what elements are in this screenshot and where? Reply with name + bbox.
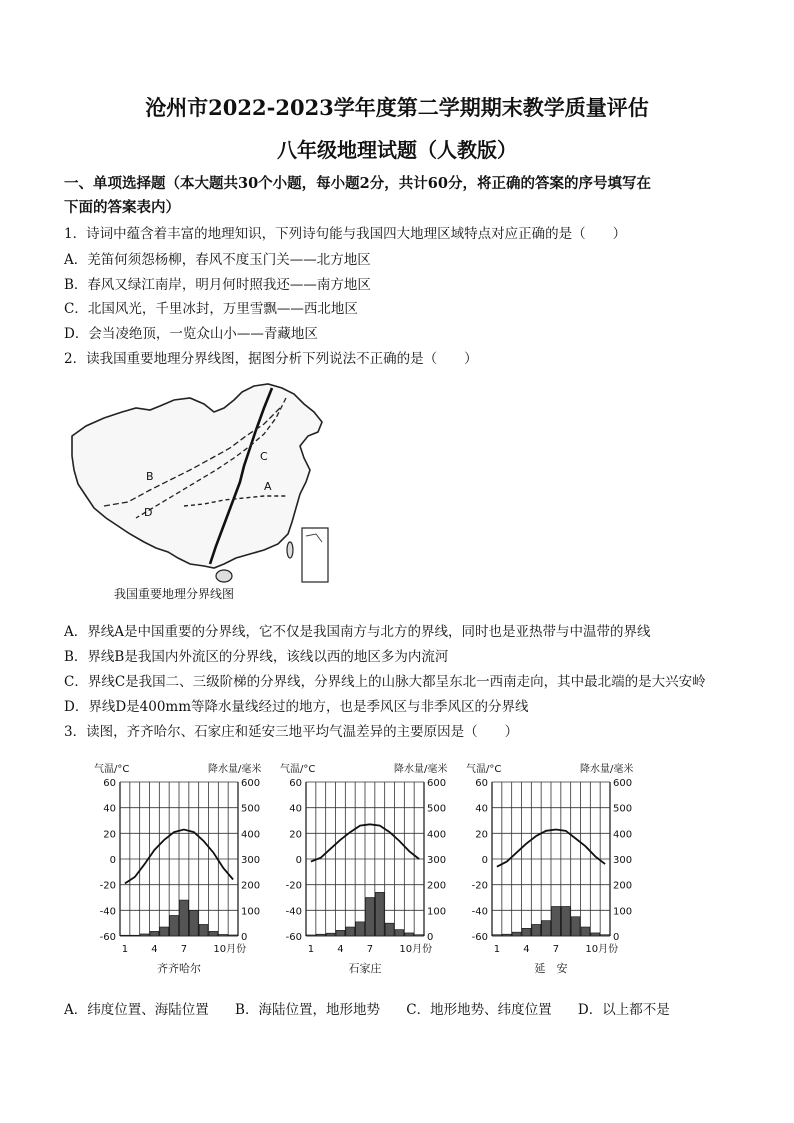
chart-2-precip-bar [307, 935, 316, 936]
chart-3-x-tick: 7 [552, 944, 560, 955]
chart-1-temp-tick: -20 [99, 880, 116, 892]
chart-1-temp-axis-label: 气温/°C [94, 764, 130, 775]
chart-2-precip-bar [375, 892, 384, 936]
chart-1-temp-tick: 40 [103, 803, 116, 815]
chart-2-temp-tick: 60 [289, 778, 302, 789]
question-3-options [64, 998, 692, 1018]
south-sea-inset-coast [306, 534, 322, 542]
chart-3-precip-bar [493, 935, 502, 936]
question-1-option-b: B．春风又绿江南岸，明月何时照我还——南方地区 [64, 277, 371, 293]
south-sea-inset [302, 528, 328, 582]
chart-2-precip-bar [366, 898, 375, 937]
chart-1-precip-bar [180, 900, 189, 936]
chart-2-precip-bar [316, 934, 325, 936]
chart-2-precip-tick: 200 [427, 880, 447, 892]
question-3-stem: 3．读图，齐齐哈尔、石家庄和延安三地平均气温差异的主要原因是（ ） [64, 724, 519, 740]
chart-2-precip-bar [326, 933, 335, 936]
chart-3-precip-bar [571, 917, 580, 936]
chart-1-precip-tick: 100 [241, 906, 261, 918]
chart-1-precip-tick: 400 [241, 829, 261, 841]
chart-1-precip-bar [209, 931, 218, 936]
chart-1-precip-bar [199, 924, 208, 936]
question-1-option-a: A．羌笛何须怨杨柳，春风不度玉门关——北方地区 [64, 252, 371, 268]
chart-1-precip-bar [150, 931, 159, 936]
chart-1-precip-tick: 0 [241, 932, 248, 943]
chart-2-precip-tick: 100 [427, 906, 447, 918]
chart-3-precip-tick: 200 [613, 880, 633, 892]
chart-3-temp-tick: 20 [475, 829, 488, 841]
chart-3-temp-tick: -60 [471, 932, 488, 943]
chart-1-precip-bar [160, 927, 169, 936]
question-1-stem: 1．诗词中蕴含着丰富的地理知识，下列诗句能与我国四大地理区域特点对应正确的是（ ） [64, 226, 627, 242]
climate-charts [92, 758, 652, 988]
chart-3-temp-tick: 60 [475, 778, 488, 789]
chart-2-precip-bar [385, 923, 394, 936]
chart-3-precip-bar [601, 935, 610, 936]
chart-3-precip-bar [512, 932, 521, 936]
question-2-stem: 2．读我国重要地理分界线图，据图分析下列说法不正确的是（ ） [64, 351, 478, 367]
chart-3-precip-tick: 100 [613, 906, 633, 918]
chart-1-precip-tick: 300 [241, 855, 261, 866]
taiwan-island [287, 542, 293, 558]
question-1-option-d: D．会当凌绝顶，一览众山小——青藏地区 [64, 326, 318, 342]
chart-2-precip-tick: 300 [427, 855, 447, 866]
chart-2-temp-tick: 40 [289, 803, 302, 815]
chart-3-precip-axis-label: 降水量/毫米 [580, 764, 634, 775]
chart-3-x-tick: 10月份 [585, 944, 619, 955]
chart-2-temp-tick: 0 [295, 855, 302, 866]
chart-3-precip-tick: 300 [613, 855, 633, 866]
chart-3-x-tick: 1 [493, 944, 501, 955]
chart-3-precip-bar [552, 906, 561, 936]
question-3-option-d: D．以上都不是 [577, 1002, 670, 1018]
chart-2-precip-tick: 600 [427, 778, 447, 789]
chart-3-precip-bar [532, 924, 541, 936]
chart-3-temp-axis-label: 气温/°C [466, 764, 502, 775]
question-3-option-b: B．海陆位置，地形地势 [235, 1002, 380, 1018]
chart-2-x-tick: 7 [366, 944, 374, 955]
chart-2-precip-axis-label: 降水量/毫米 [394, 764, 448, 775]
chart-1-precip-bar [170, 915, 179, 936]
chart-2-precip-bar [356, 922, 365, 936]
chart-3-station-name: 延 安 [534, 962, 568, 975]
chart-2-x-tick: 1 [307, 944, 315, 955]
chart-3-precip-bar [502, 934, 511, 936]
chart-2-temp-tick: -20 [285, 880, 302, 892]
chart-1-precip-bar [189, 910, 198, 936]
chart-3-x-tick: 4 [523, 944, 530, 955]
chart-1-temp-tick: 60 [103, 778, 116, 789]
chart-1-x-tick: 7 [180, 944, 188, 955]
chart-1-precip-bar [219, 934, 228, 936]
chart-1-precip-axis-label: 降水量/毫米 [208, 764, 262, 775]
chart-3-temp-tick: -20 [471, 880, 488, 892]
chart-3-precip-tick: 0 [613, 932, 620, 943]
chart-2-precip-tick: 0 [427, 932, 434, 943]
chart-2-temp-tick: -60 [285, 932, 302, 943]
chart-3-precip-bar [591, 933, 600, 936]
question-2-option-a: A．界线A是中国重要的分界线，它不仅是我国南方与北方的界线，同时也是亚热带与中温带的界线 [64, 624, 651, 640]
question-3-option-a: A．纬度位置、海陆位置 [64, 1002, 209, 1018]
chart-1-temp-tick: 20 [103, 829, 116, 841]
question-2-option-b: B．界线B是我国内外流区的分界线，该线以西的地区多为内流河 [64, 649, 449, 665]
chart-3-precip-bar [542, 921, 551, 936]
section-heading-line2: 下面的答案表内） [64, 199, 180, 216]
chart-3-precip-bar [581, 927, 590, 936]
question-3-option-c: C．地形地势、纬度位置 [406, 1002, 552, 1018]
map-label-c: C [260, 450, 268, 463]
chart-2-precip-tick: 500 [427, 803, 447, 815]
chart-1-precip-bar [130, 935, 139, 936]
chart-1-precip-tick: 500 [241, 803, 261, 815]
chart-2-precip-bar [405, 933, 414, 936]
chart-2-precip-bar [336, 930, 345, 936]
chart-1-temp-tick: 0 [109, 855, 116, 866]
question-2-option-c: C．界线C是我国二、三级阶梯的分界线，分界线上的山脉大都呈东北一西南走向，其中最北端的是大兴安岭 [64, 674, 706, 690]
map-label-b: B [146, 470, 154, 483]
chart-3-precip-tick: 400 [613, 829, 633, 841]
chart-3-temp-tick: 40 [475, 803, 488, 815]
china-boundary-map [64, 378, 334, 606]
chart-3-precip-bar [522, 928, 531, 936]
chart-3-temp-tick: -40 [471, 906, 488, 918]
chart-1-temp-tick: -40 [99, 906, 116, 918]
chart-1-precip-bar [121, 935, 130, 936]
chart-1-precip-bar [140, 934, 149, 936]
chart-3-precip-tick: 500 [613, 803, 633, 815]
chart-2-precip-tick: 400 [427, 829, 447, 841]
question-2-option-d: D．界线D是400mm等降水量线经过的地方，也是季风区与非季风区的分界线 [64, 699, 529, 715]
page-subtitle: 八年级地理试题（人教版） [277, 138, 517, 162]
chart-1-precip-bar [229, 935, 238, 936]
map-label-d: D [144, 506, 153, 519]
question-1-option-c: C．北国风光，千里冰封，万里雪飘——西北地区 [64, 301, 358, 317]
chart-1-precip-tick: 200 [241, 880, 261, 892]
chart-2-x-tick: 4 [337, 944, 344, 955]
chart-1-x-tick: 4 [151, 944, 158, 955]
hainan-island [216, 570, 232, 582]
section-heading-line1: 一、单项选择题（本大题共30个小题，每小题2分，共计60分，将正确的答案的序号填写在 [64, 175, 651, 192]
map-label-a: A [264, 480, 272, 493]
chart-2-precip-bar [395, 930, 404, 936]
chart-2-precip-bar [346, 927, 355, 936]
chart-2-temp-tick: -40 [285, 906, 302, 918]
chart-2-x-tick: 10月份 [399, 944, 433, 955]
chart-2-station-name: 石家庄 [348, 962, 382, 975]
map-caption: 我国重要地理分界线图 [114, 587, 235, 601]
china-outline [72, 384, 322, 568]
chart-1-x-tick: 1 [121, 944, 129, 955]
chart-3-precip-bar [561, 906, 570, 936]
chart-2-precip-bar [415, 935, 424, 936]
page-title: 沧州市2022-2023学年度第二学期期末教学质量评估 [145, 95, 649, 120]
chart-2-temp-axis-label: 气温/°C [280, 764, 316, 775]
chart-2-temp-tick: 20 [289, 829, 302, 841]
chart-1-station-name: 齐齐哈尔 [157, 962, 201, 975]
chart-1-precip-tick: 600 [241, 778, 261, 789]
chart-3-precip-tick: 600 [613, 778, 633, 789]
chart-1-x-tick: 10月份 [213, 944, 247, 955]
chart-3-temp-tick: 0 [481, 855, 488, 866]
chart-1-temp-tick: -60 [99, 932, 116, 943]
